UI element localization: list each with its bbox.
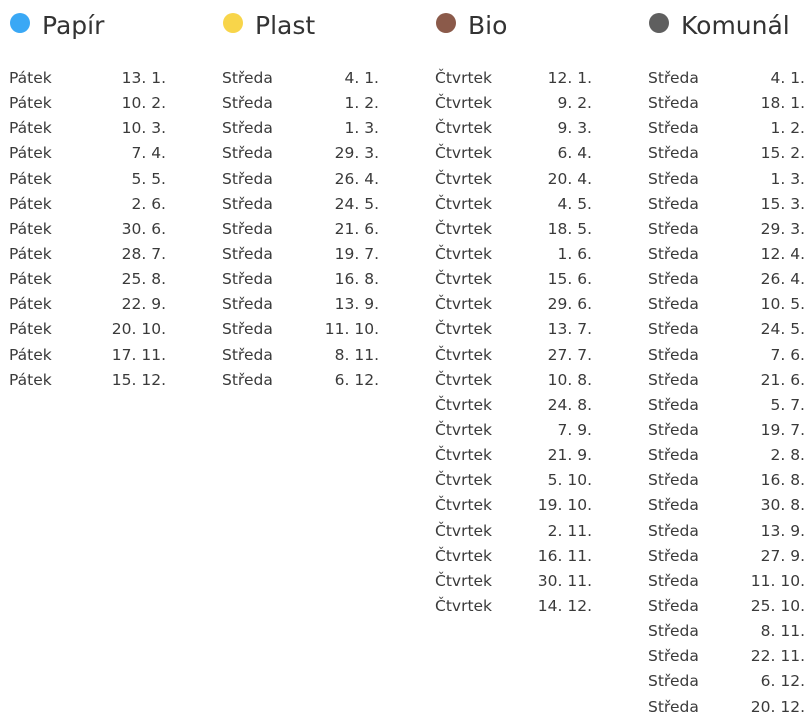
- schedule-row: [222, 192, 382, 217]
- schedule-day: Čtvrtek: [435, 571, 493, 590]
- schedule-row: [222, 167, 382, 192]
- column-header-plast: [222, 0, 392, 52]
- schedule-day: Středa: [222, 244, 273, 263]
- schedule-date: 7. 6.: [770, 345, 805, 364]
- schedule-row: [435, 167, 595, 192]
- schedule-date: 16. 11.: [537, 546, 592, 565]
- schedule-list: [9, 66, 169, 393]
- schedule-day: Čtvrtek: [435, 345, 493, 364]
- schedule-date: 14. 12.: [537, 596, 592, 615]
- schedule-date: 5. 5.: [131, 169, 166, 188]
- brown-dot-icon: [436, 13, 456, 33]
- schedule-date: 30. 11.: [537, 571, 592, 590]
- schedule-day: Středa: [648, 471, 699, 490]
- schedule-row: [435, 192, 595, 217]
- schedule-row: [9, 66, 169, 91]
- schedule-row: [435, 242, 595, 267]
- schedule-row: [648, 66, 808, 91]
- schedule-row: [435, 217, 595, 242]
- schedule-date: 9. 2.: [557, 94, 592, 113]
- schedule-date: 28. 7.: [121, 244, 166, 263]
- schedule-row: [9, 267, 169, 292]
- schedule-row: [9, 116, 169, 141]
- blue-dot-icon: [10, 13, 30, 33]
- schedule-day: Středa: [648, 144, 699, 163]
- schedule-day: Středa: [222, 69, 273, 87]
- column-bio: [435, 0, 605, 615]
- schedule-row: [9, 317, 169, 342]
- schedule-row: [648, 116, 808, 141]
- schedule-day: Čtvrtek: [435, 320, 493, 339]
- schedule-day: Čtvrtek: [435, 270, 493, 289]
- column-header-bio: [435, 0, 605, 52]
- schedule-day: Čtvrtek: [435, 144, 493, 163]
- schedule-date: 11. 10.: [750, 571, 805, 590]
- schedule-day: Čtvrtek: [435, 471, 493, 490]
- schedule-day: Čtvrtek: [435, 295, 493, 314]
- schedule-row: [648, 594, 808, 619]
- schedule-row: [222, 292, 382, 317]
- schedule-day: Středa: [648, 596, 699, 615]
- schedule-row: [435, 292, 595, 317]
- schedule-row: [435, 393, 595, 418]
- schedule-date: 24. 8.: [547, 395, 592, 414]
- schedule-row: [648, 468, 808, 493]
- schedule-row: [9, 368, 169, 393]
- schedule-day: Čtvrtek: [435, 420, 493, 439]
- schedule-day: Středa: [648, 345, 699, 364]
- schedule-row: [222, 267, 382, 292]
- schedule-row: [648, 569, 808, 594]
- schedule-date: 7. 4.: [131, 144, 166, 163]
- schedule-date: 29. 6.: [547, 295, 592, 314]
- schedule-row: [222, 91, 382, 116]
- schedule-row: [435, 141, 595, 166]
- schedule-date: 10. 8.: [547, 370, 592, 389]
- schedule-row: [648, 393, 808, 418]
- schedule-day: Středa: [648, 119, 699, 138]
- schedule-row: [435, 418, 595, 443]
- schedule-date: 6. 12.: [334, 370, 379, 389]
- schedule-day: Středa: [648, 571, 699, 590]
- schedule-day: Středa: [648, 647, 699, 666]
- schedule-day: Čtvrtek: [435, 596, 493, 615]
- schedule-row: [435, 267, 595, 292]
- schedule-list: [222, 66, 382, 393]
- schedule-date: 13. 7.: [547, 320, 592, 339]
- schedule-day: Středa: [648, 94, 699, 113]
- schedule-date: 6. 12.: [760, 672, 805, 691]
- schedule-day: Středa: [648, 697, 699, 716]
- schedule-row: [648, 167, 808, 192]
- schedule-date: 26. 4.: [334, 169, 379, 188]
- schedule-day: Čtvrtek: [435, 69, 493, 87]
- column-title: Papír: [42, 11, 105, 40]
- schedule-row: [9, 242, 169, 267]
- schedule-row: [648, 644, 808, 669]
- column-title: Bio: [468, 11, 508, 40]
- schedule-row: [9, 167, 169, 192]
- schedule-date: 15. 12.: [111, 370, 166, 389]
- schedule-date: 1. 3.: [344, 119, 379, 138]
- schedule-date: 8. 11.: [760, 622, 805, 641]
- schedule-date: 22. 11.: [750, 647, 805, 666]
- schedule-day: Středa: [648, 420, 699, 439]
- schedule-row: [222, 116, 382, 141]
- schedule-day: Středa: [648, 320, 699, 339]
- schedule-date: 26. 4.: [760, 270, 805, 289]
- schedule-day: Čtvrtek: [435, 94, 493, 113]
- schedule-day: Čtvrtek: [435, 219, 493, 238]
- schedule-row: [435, 569, 595, 594]
- schedule-day: Středa: [222, 370, 273, 389]
- schedule-date: 15. 2.: [760, 144, 805, 163]
- column-title: Plast: [255, 11, 316, 40]
- schedule-row: [648, 242, 808, 267]
- schedule-date: 8. 11.: [334, 345, 379, 364]
- schedule-date: 9. 3.: [557, 119, 592, 138]
- schedule-day: Pátek: [9, 119, 52, 138]
- schedule-row: [435, 317, 595, 342]
- schedule-row: [222, 368, 382, 393]
- schedule-date: 18. 5.: [547, 219, 592, 238]
- schedule-day: Pátek: [9, 320, 52, 339]
- schedule-day: Čtvrtek: [435, 119, 493, 138]
- schedule-date: 19. 10.: [537, 496, 592, 515]
- schedule-date: 1. 2.: [344, 94, 379, 113]
- schedule-row: [648, 418, 808, 443]
- schedule-day: Středa: [222, 94, 273, 113]
- schedule-date: 22. 9.: [121, 295, 166, 314]
- column-komunal: [648, 0, 812, 716]
- schedule-date: 25. 8.: [121, 270, 166, 289]
- schedule-date: 18. 1.: [760, 94, 805, 113]
- schedule-row: [435, 116, 595, 141]
- schedule-date: 21. 9.: [547, 446, 592, 465]
- schedule-row: [435, 66, 595, 91]
- schedule-day: Čtvrtek: [435, 496, 493, 515]
- schedule-row: [648, 141, 808, 166]
- schedule-day: Čtvrtek: [435, 546, 493, 565]
- schedule-day: Pátek: [9, 295, 52, 314]
- column-header-papir: [9, 0, 179, 52]
- schedule-day: Středa: [648, 244, 699, 263]
- schedule-row: [9, 292, 169, 317]
- schedule-day: Středa: [222, 194, 273, 213]
- schedule-row: [9, 217, 169, 242]
- schedule-date: 12. 4.: [760, 244, 805, 263]
- gray-dot-icon: [649, 13, 669, 33]
- schedule-day: Středa: [222, 345, 273, 364]
- schedule-date: 15. 6.: [547, 270, 592, 289]
- schedule-date: 17. 11.: [111, 345, 166, 364]
- schedule-day: Středa: [222, 270, 273, 289]
- schedule-date: 24. 5.: [760, 320, 805, 339]
- schedule-date: 20. 12.: [750, 697, 805, 716]
- schedule-day: Středa: [648, 672, 699, 691]
- schedule-row: [222, 141, 382, 166]
- schedule-date: 30. 8.: [760, 496, 805, 515]
- schedule-day: Středa: [648, 521, 699, 540]
- schedule-day: Pátek: [9, 144, 52, 163]
- schedule-day: Středa: [222, 169, 273, 188]
- schedule-date: 1. 2.: [770, 119, 805, 138]
- schedule-date: 5. 7.: [770, 395, 805, 414]
- schedule-day: Čtvrtek: [435, 521, 493, 540]
- schedule-day: Pátek: [9, 194, 52, 213]
- schedule-row: [648, 292, 808, 317]
- schedule-row: [648, 544, 808, 569]
- schedule-date: 25. 10.: [750, 596, 805, 615]
- schedule-day: Čtvrtek: [435, 370, 493, 389]
- schedule-date: 10. 3.: [121, 119, 166, 138]
- schedule-list: [648, 66, 808, 720]
- schedule-date: 19. 7.: [760, 420, 805, 439]
- schedule-date: 10. 2.: [121, 94, 166, 113]
- schedule-row: [648, 317, 808, 342]
- schedule-date: 2. 8.: [770, 446, 805, 465]
- schedule-row: [9, 141, 169, 166]
- schedule-day: Středa: [648, 219, 699, 238]
- schedule-date: 27. 7.: [547, 345, 592, 364]
- schedule-day: Pátek: [9, 94, 52, 113]
- schedule-date: 19. 7.: [334, 244, 379, 263]
- schedule-row: [9, 343, 169, 368]
- schedule-day: Čtvrtek: [435, 194, 493, 213]
- schedule-date: 15. 3.: [760, 194, 805, 213]
- schedule-day: Středa: [648, 446, 699, 465]
- schedule-row: [9, 91, 169, 116]
- schedule-row: [222, 66, 382, 91]
- schedule-row: [222, 317, 382, 342]
- schedule-date: 1. 6.: [557, 244, 592, 263]
- schedule-day: Čtvrtek: [435, 395, 493, 414]
- schedule-day: Čtvrtek: [435, 244, 493, 263]
- schedule-day: Pátek: [9, 244, 52, 263]
- schedule-row: [9, 192, 169, 217]
- schedule-row: [648, 443, 808, 468]
- schedule-date: 16. 8.: [760, 471, 805, 490]
- schedule-day: Čtvrtek: [435, 446, 493, 465]
- schedule-day: Středa: [648, 295, 699, 314]
- schedule-date: 16. 8.: [334, 270, 379, 289]
- schedule-row: [648, 192, 808, 217]
- schedule-day: Středa: [648, 496, 699, 515]
- schedule-row: [648, 493, 808, 518]
- schedule-date: 21. 6.: [760, 370, 805, 389]
- schedule-day: Středa: [648, 370, 699, 389]
- schedule-row: [222, 217, 382, 242]
- yellow-dot-icon: [223, 13, 243, 33]
- schedule-day: Středa: [222, 144, 273, 163]
- schedule-day: Středa: [648, 194, 699, 213]
- schedule-day: Pátek: [9, 270, 52, 289]
- schedule-date: 29. 3.: [760, 219, 805, 238]
- schedule-date: 4. 1.: [344, 69, 379, 87]
- schedule-day: Pátek: [9, 69, 52, 87]
- schedule-row: [648, 669, 808, 694]
- column-plast: [222, 0, 392, 389]
- schedule-date: 5. 10.: [547, 471, 592, 490]
- schedule-row: [435, 368, 595, 393]
- schedule-date: 20. 10.: [111, 320, 166, 339]
- schedule-row: [435, 343, 595, 368]
- schedule-day: Středa: [648, 546, 699, 565]
- schedule-row: [648, 368, 808, 393]
- schedule-date: 4. 1.: [770, 69, 805, 87]
- schedule-day: Středa: [222, 119, 273, 138]
- schedule-day: Pátek: [9, 169, 52, 188]
- schedule-row: [222, 343, 382, 368]
- schedule-row: [435, 91, 595, 116]
- schedule-row: [435, 443, 595, 468]
- schedule-row: [435, 493, 595, 518]
- schedule-day: Čtvrtek: [435, 169, 493, 188]
- schedule-row: [648, 619, 808, 644]
- schedule-day: Středa: [222, 219, 273, 238]
- schedule-date: 24. 5.: [334, 194, 379, 213]
- schedule-day: Středa: [648, 622, 699, 641]
- schedule-list: [435, 66, 595, 619]
- schedule-row: [222, 242, 382, 267]
- schedule-day: Středa: [648, 169, 699, 188]
- schedule-day: Pátek: [9, 219, 52, 238]
- schedule-date: 13. 9.: [334, 295, 379, 314]
- schedule-date: 13. 9.: [760, 521, 805, 540]
- column-title: Komunál: [681, 11, 790, 40]
- column-papir: [9, 0, 179, 389]
- schedule-date: 20. 4.: [547, 169, 592, 188]
- schedule-date: 11. 10.: [324, 320, 379, 339]
- schedule-row: [648, 91, 808, 116]
- schedule-row: [648, 519, 808, 544]
- schedule-day: Pátek: [9, 345, 52, 364]
- schedule-day: Středa: [222, 295, 273, 314]
- schedule-date: 4. 5.: [557, 194, 592, 213]
- schedule-row: [435, 544, 595, 569]
- schedule-date: 2. 6.: [131, 194, 166, 213]
- schedule-row: [648, 217, 808, 242]
- schedule-day: Středa: [222, 320, 273, 339]
- schedule-row: [648, 695, 808, 720]
- schedule-day: Středa: [648, 69, 699, 87]
- schedule-date: 29. 3.: [334, 144, 379, 163]
- schedule-date: 13. 1.: [121, 69, 166, 87]
- schedule-date: 10. 5.: [760, 295, 805, 314]
- schedule-row: [648, 267, 808, 292]
- schedule-row: [648, 343, 808, 368]
- schedule-date: 7. 9.: [557, 420, 592, 439]
- schedule-day: Pátek: [9, 370, 52, 389]
- schedule-row: [435, 594, 595, 619]
- schedule-row: [435, 519, 595, 544]
- schedule-date: 12. 1.: [547, 69, 592, 87]
- schedule-date: 27. 9.: [760, 546, 805, 565]
- schedule-date: 30. 6.: [121, 219, 166, 238]
- schedule-date: 1. 3.: [770, 169, 805, 188]
- schedule-day: Středa: [648, 270, 699, 289]
- schedule-date: 6. 4.: [557, 144, 592, 163]
- column-header-komunal: [648, 0, 812, 52]
- schedule-day: Středa: [648, 395, 699, 414]
- schedule-date: 2. 11.: [547, 521, 592, 540]
- schedule-date: 21. 6.: [334, 219, 379, 238]
- schedule-row: [435, 468, 595, 493]
